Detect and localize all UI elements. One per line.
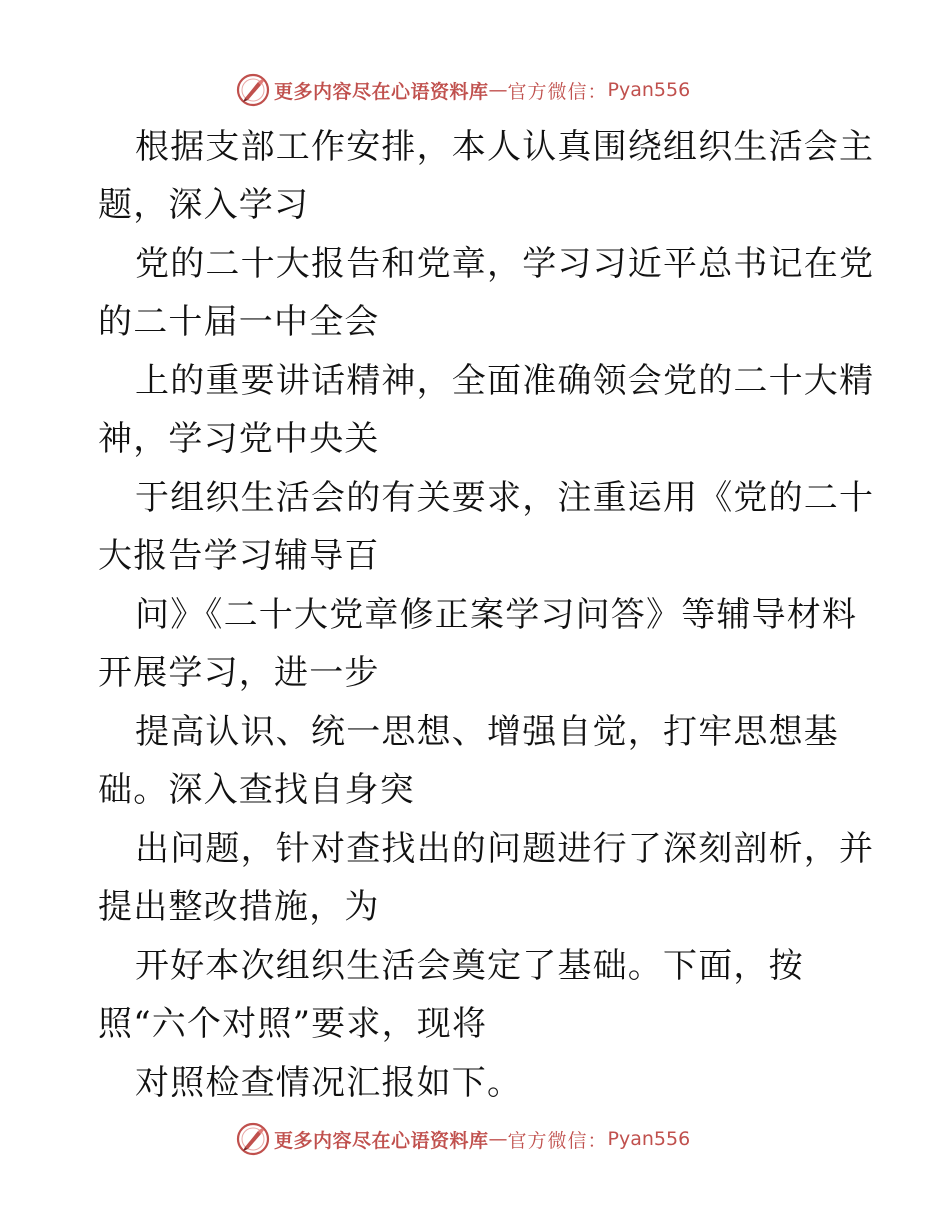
paragraph-5-line-2: 开展学习，进一步 <box>98 653 380 693</box>
paragraph-1-line-2: 题，深入学习 <box>98 185 310 225</box>
paragraph-2-line-1: 党的二十大报告和党章，学习习近平总书记在党 <box>135 244 875 284</box>
watermark-brand: 更多内容尽在心语资料库 <box>274 80 489 103</box>
footer-watermark <box>236 1122 690 1156</box>
watermark-brand: 更多内容尽在心语资料库 <box>274 1129 489 1152</box>
paragraph-4-line-2: 大报告学习辅导百 <box>98 536 380 576</box>
watermark-wechat-id: Pyan556 <box>607 1128 691 1150</box>
watermark-separator: — <box>488 79 508 101</box>
paragraph-3-line-1: 上的重要讲话精神，全面准确领会党的二十大精 <box>135 361 875 401</box>
paragraph-4-line-1: 于组织生活会的有关要求，注重运用《党的二十 <box>135 478 875 518</box>
watermark-official-label: 官方微信： <box>507 1129 608 1152</box>
paragraph-1-line-1: 根据支部工作安排，本人认真围绕组织生活会主 <box>135 127 875 167</box>
watermark-separator: — <box>488 1128 508 1150</box>
paragraph-3-line-2: 神，学习党中央关 <box>98 419 380 459</box>
paragraph-8-line-1: 开好本次组织生活会奠定了基础。下面，按 <box>135 946 804 986</box>
paragraph-6-line-1: 提高认识、统一思想、增强自觉，打牢思想基 <box>135 712 839 752</box>
paragraph-8-line-2: 照“六个对照”要求，现将 <box>98 1004 488 1044</box>
paragraph-9-line-1: 对照检查情况汇报如下。 <box>135 1063 523 1103</box>
watermark-wechat-id: Pyan556 <box>607 79 691 101</box>
paragraph-6-line-2: 础。深入查找自身突 <box>98 770 415 810</box>
watermark-official-label: 官方微信： <box>507 80 608 103</box>
paragraph-5-line-1: 问》《二十大党章修正案学习问答》等辅导材料 <box>135 595 858 635</box>
paragraph-7-line-2: 提出整改措施，为 <box>98 887 380 927</box>
paragraph-7-line-1: 出问题，针对查找出的问题进行了深刻剖析，并 <box>135 829 875 869</box>
quill-logo-icon <box>236 1122 270 1156</box>
paragraph-2-line-2: 的二十届一中全会 <box>98 302 380 342</box>
